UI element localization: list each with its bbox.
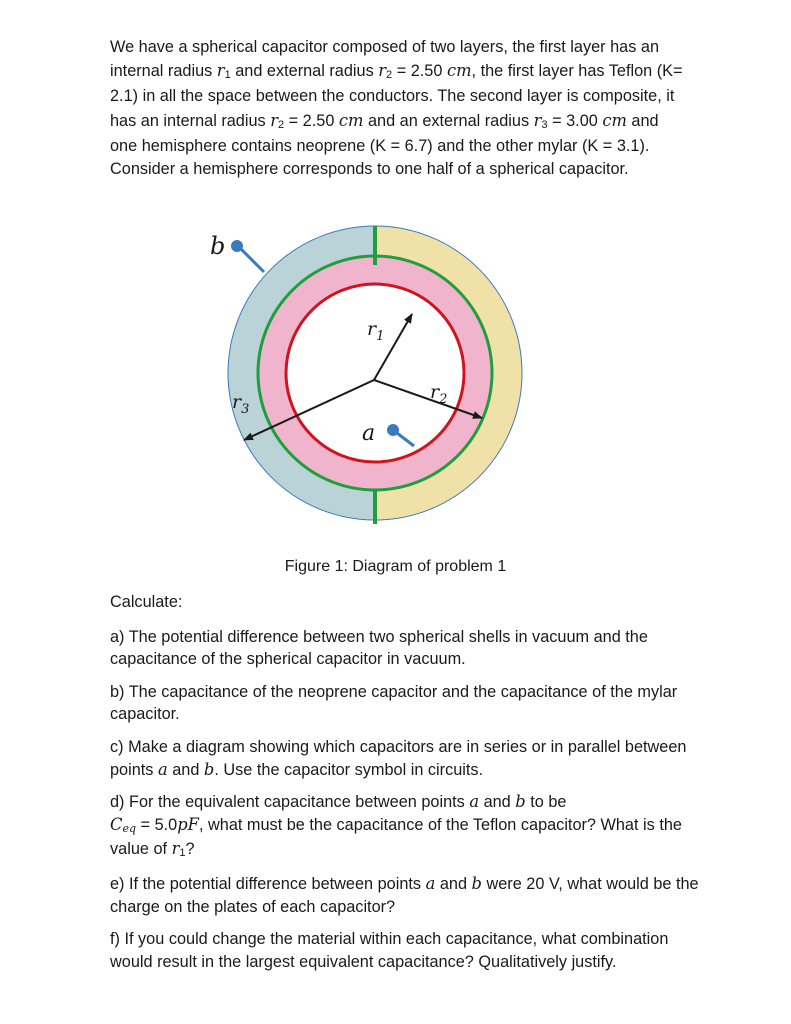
question-c [110,736,700,781]
intro-text: = 2.50 [284,111,339,130]
problem-statement [110,36,690,181]
var-b: b [203,759,215,779]
question-d-text: = 5.0 [136,815,178,834]
label-r1-sub: 1 [376,329,385,344]
var-a: a [469,792,480,812]
var-a: a [157,759,168,779]
question-c-text: and [167,760,204,779]
var-ceq: C [110,814,123,834]
var-r2: r [378,61,387,81]
label-r3-sub: 3 [241,402,250,417]
intro-text: and external radius [230,62,379,81]
question-d [110,791,700,863]
var-r1-sub: 1 [179,847,186,860]
capacitor-diagram [200,222,550,532]
var-r3: r [533,110,542,130]
var-b: b [515,792,526,812]
terminal-b-dot [231,240,243,252]
intro-text: and an external radius [363,111,534,130]
label-r2-main: r [430,381,440,403]
terminal-b-wire [238,246,264,272]
var-b: b [471,873,482,893]
var-ceq-sub: eq [122,821,137,835]
terminal-a-dot [387,424,399,436]
var-r2-sub: 2 [386,69,393,82]
question-a: a) The potential difference between two spherical shells in vacuum and the capacitance of the spherical capacitor in vacuum. [110,627,648,669]
question-d-text: , what must be the capacitance of the Teflon capacitor? What is the value of [110,815,682,859]
question-d-text: to be [525,793,567,812]
var-a: a [425,873,436,893]
question-d-text: d) For the equivalent capacitance between points [110,793,470,812]
question-f: f) If you could change the material within each capacitance, what combination would result in the largest equivalent capacitance? Qualitatively justify. [110,930,669,971]
questions-section [110,591,700,983]
capacitor-diagram-svg [200,222,550,532]
intro-text: and one hemisphere contains neoprene (K = 6.7) and the other mylar (K = 3.1). Consider a hemisphere corresponds to one half of a spherical capacitor. [110,111,659,179]
intro-text: = 3.00 [547,111,603,130]
question-c-text: . Use the capacitor symbol in circuits. [214,760,484,779]
intro-paragraph [110,36,690,181]
var-r3-sub: 3 [541,118,548,131]
unit-cm: cm [602,110,627,130]
label-a: a [362,421,376,446]
unit-pf: pF [177,814,199,834]
var-r1-sub: 1 [224,69,231,82]
var-r1: r [171,839,180,859]
intro-text: We have a spherical capacitor composed of two layers, the first layer has an internal radius [110,38,660,81]
question-e [110,873,700,918]
var-r2: r [270,110,278,130]
question-d-text: and [479,793,516,812]
question-c-text: c) Make a diagram showing which capacitors are in series or in parallel between points [110,737,687,779]
figure-caption: Figure 1: Diagram of problem 1 [284,558,507,575]
unit-cm: cm [338,110,364,130]
label-r1-main: r [367,318,377,340]
intro-text: = 2.50 [392,62,447,81]
question-e-text: and [435,874,472,893]
label-b: b [210,232,226,260]
label-r2-sub: 2 [439,392,448,407]
calculate-heading: Calculate: [110,593,183,611]
var-r2-sub: 2 [278,118,285,131]
intro-text: , the first layer has Teflon (K= 2.1) in all the space between the conductors. The second layer is composite, it has an internal radius [110,62,683,130]
unit-cm: cm [446,61,472,81]
question-b: b) The capacitance of the neoprene capacitor and the capacitance of the mylar capacitor. [110,682,678,724]
question-e-text: were 20 V, what would be the charge on the plates of each capacitor? [110,874,699,916]
var-r1: r [216,61,225,81]
question-e-text: e) If the potential difference between points [110,874,426,893]
label-r3-main: r [232,391,242,413]
question-d-text: ? [185,840,195,859]
